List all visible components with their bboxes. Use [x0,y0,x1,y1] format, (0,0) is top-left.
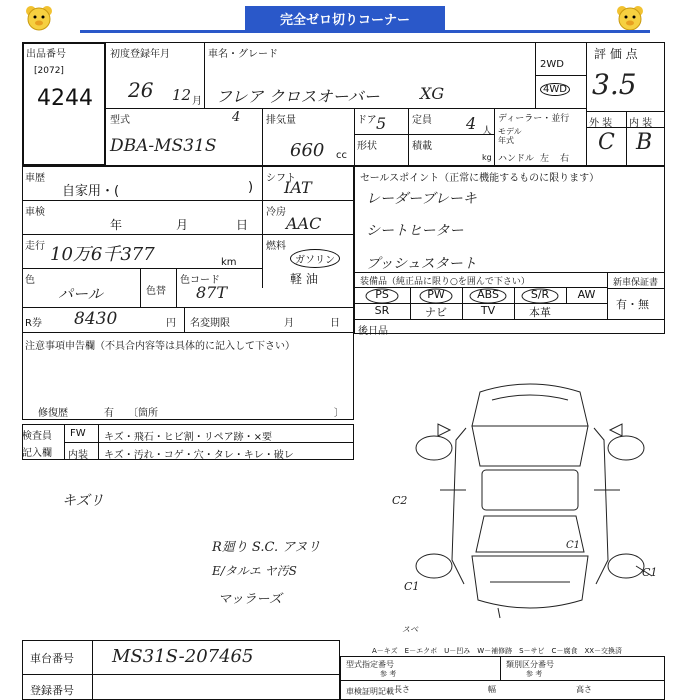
length-label: 長さ [394,685,410,694]
fuel-diesel: 軽 油 [290,272,318,286]
divider [626,111,627,166]
equip-leather: 本革 [529,306,551,319]
car-name: フレア クロスオーバー [216,87,380,106]
fw-label: FW [70,428,86,439]
shift-label: シフト [266,173,296,184]
height-label: 高さ [576,685,592,694]
equip-navi: ナビ [425,306,447,319]
divider [22,268,262,269]
car-damage-diagram [380,370,680,640]
divider [22,234,354,235]
equip-tv: TV [480,304,496,317]
handwritten-note-2: R廻り S.C. アヌリ [212,540,321,555]
lot-sub: [2072] [34,66,64,76]
equip-abs: ABS [477,288,499,301]
capacity-unit: 人 [482,126,492,137]
warranty-value: 有・無 [616,298,649,311]
mileage-unit: km [221,257,237,268]
inspection-year: 年 [110,218,123,232]
chassis-label: 車台番号 [30,652,74,665]
divider [22,674,340,675]
divider [607,288,665,289]
handwritten-note-1: キズリ [62,493,104,509]
score-label: 評 価 点 [594,47,638,61]
drive-4wd: 4WD [540,83,570,96]
inspector-label-1: 検査員 [22,431,52,442]
first-reg-year: 26 [128,78,154,102]
width-label: 幅 [488,685,496,694]
divider [340,680,665,681]
doors-label: ドア [357,115,377,126]
mascot-bear-icon [615,4,645,32]
chassis-number: MS31S-207465 [112,646,254,667]
color-code-label: 色コード [180,275,220,286]
selling-point-1: レーダーブレーキ [366,191,477,207]
repair-close: 〕 [334,408,344,419]
divider [98,424,99,460]
doors-value: 5 [376,114,387,133]
divider [607,272,608,319]
repair-value: 有 [104,408,114,419]
load-label: 積載 [412,141,432,152]
inspection-day: 日 [236,218,249,232]
first-reg-month-unit: 月 [192,96,202,107]
class-number-ref: 参 考 [526,670,543,678]
repair-label: 修復歴 [38,408,68,419]
title-stripe [80,30,650,33]
selling-point-2: シートヒーター [366,223,464,239]
repair-bracket: 〔箇所 [128,408,158,419]
first-reg-label: 初度登録年月 [110,49,170,60]
handle-right: 右 [560,154,570,164]
type-number-ref: 参 考 [380,670,397,678]
diagram-mark-note: スベ [402,625,418,634]
equip-sr: SR [374,304,390,317]
history-close: ) [248,180,254,195]
aircon-label: 冷房 [266,207,286,218]
mascot-bear-icon [24,4,54,32]
history-value: 自家用・( [62,184,120,199]
divider [262,108,263,166]
divider [354,134,494,135]
model-year-label: モデル 年式 [498,127,522,145]
divider [176,268,177,307]
aircon-value: AAC [286,214,322,233]
interior-label: 内 装 [629,118,653,129]
equip-pw: PW [427,288,445,301]
divider [354,272,665,273]
rear-seat-label: 後日品 [358,326,388,337]
recycle-value: 8430 [74,309,118,329]
inspection-label: 車検 [25,207,45,218]
notes-label: 注意事項申告欄（不具合内容等は具体的に記入して下さい） [25,341,295,352]
history-label: 車歴 [25,173,45,184]
model-mark: 4 [232,110,241,125]
divider [354,108,355,166]
interior-grade: B [636,130,653,155]
capacity-value: 4 [466,114,477,133]
fuel-label: 燃料 [266,241,286,252]
divider [92,640,93,700]
inspector-label-2: 記入欄 [22,448,52,459]
handle-label: ハンドル [498,154,535,164]
divider [494,108,495,166]
color-value: パール [58,285,103,303]
capacity-label: 定員 [412,115,432,126]
int-items: キズ・汚れ・コゲ・穴・タレ・キレ・破レ [104,450,294,461]
handwritten-note-4: マッラーズ [218,592,282,607]
model-value: DBA-MS31S [110,136,217,156]
name-change-label: 名変期限 [190,318,230,329]
lot-number: 4244 [37,86,93,111]
divider [64,424,65,460]
exterior-label: 外 装 [589,118,613,129]
equip-ps: PS [375,288,389,301]
dealer-label: ディーラー・並行 [498,114,570,124]
cert-label: 車検証明記載 [346,687,394,696]
divider [500,656,501,680]
warranty-label: 新車保証書 [613,278,659,288]
equip-sr-roof: S/R [530,288,550,301]
fuel-gas: ガソリン [290,249,340,268]
name-change-day: 日 [330,318,340,329]
page-title: 完全ゼロ切りコーナー [245,6,445,30]
type-number-label: 型式指定番号 [346,660,394,669]
car-grade: XG [420,84,445,103]
diagram-mark-c1-b: C1 [404,580,420,593]
recycle-label: R券 [25,318,42,329]
divider [22,332,354,333]
color-label: 色 [25,275,35,286]
legend: A－キズ E－エクボ U－凹み W－補修跡 S－サビ C－腐食 XX－交換済 [372,647,623,655]
displacement-value: 660 [290,140,325,161]
divider [22,307,354,308]
registration-label: 登録番号 [30,684,74,697]
divider [204,42,205,108]
handwritten-note-3: E/タルエ ヤ汚S [212,564,297,578]
divider [586,42,587,166]
displacement-unit: cc [336,150,347,161]
car-name-label: 車名・グレード [208,49,278,60]
equip-aw: AW [577,288,596,301]
equipment-circles [354,286,574,306]
load-unit: kg [482,153,492,162]
mileage-label: 走行 [25,241,45,252]
lot-label: 出品番号 [26,49,66,60]
class-number-label: 類別区分番号 [506,660,554,669]
shape-label: 形状 [357,141,377,152]
score-value: 3.5 [592,68,637,101]
mileage-value: 10万6千377 [50,244,155,265]
divider [22,200,354,201]
divider [262,166,263,288]
selling-point-3: プッシュスタート [366,256,477,272]
color-tone-label: 色替 [146,286,166,297]
divider [354,319,665,320]
color-code: 87T [196,283,228,302]
name-change-month: 月 [284,318,294,329]
displacement-label: 排気量 [266,115,296,126]
handle-left: 左 [540,154,550,164]
int-label: 内装 [68,450,88,461]
divider [106,108,586,109]
model-label: 型式 [110,115,130,126]
fw-items: キズ・飛石・ヒビ割・リペア跡・×要 [104,432,272,443]
drive-2wd: 2WD [540,59,564,70]
diagram-mark-c1-c: C1 [642,566,658,579]
recycle-unit: 円 [166,318,176,329]
first-reg-month: 12 [172,86,192,104]
diagram-mark-c2: C2 [392,494,408,507]
inspection-month: 月 [176,218,189,232]
divider [535,75,586,76]
shift-value: IAT [284,178,312,197]
diagram-mark-c1-a: C1 [566,540,581,551]
selling-points-label: セールスポイント（正常に機能するものに限ります） [360,173,600,184]
exterior-grade: C [598,130,615,155]
divider [184,307,185,332]
divider [408,108,409,166]
equipment-label: 装備品（純正品に限り○を囲んで下さい） [360,277,530,287]
divider [140,268,141,307]
